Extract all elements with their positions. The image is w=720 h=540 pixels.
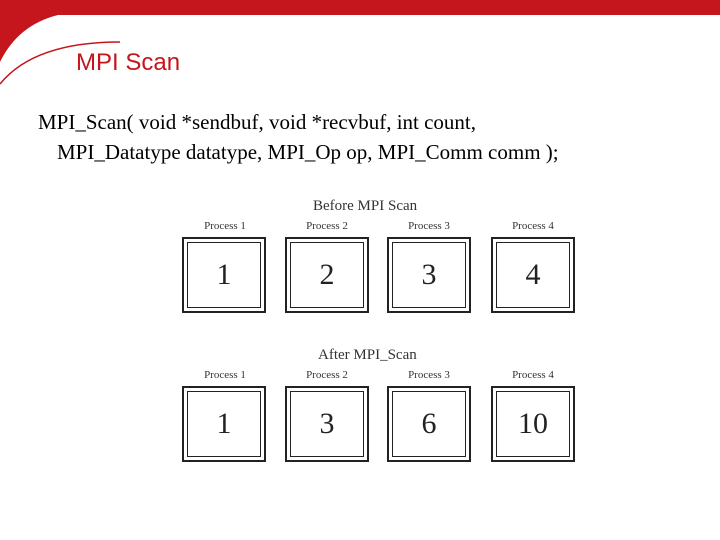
before-process-box-2 xyxy=(285,237,369,313)
after-process-label-3: Process 3 xyxy=(408,369,450,381)
before-process-label-4: Process 4 xyxy=(512,220,554,232)
before-process-label-3: Process 3 xyxy=(408,220,450,232)
before-scan-heading: Before MPI Scan xyxy=(313,198,418,214)
before-process-value-1: 1 xyxy=(187,242,261,308)
after-process-label-2: Process 2 xyxy=(306,369,348,381)
after-process-box-3 xyxy=(387,386,471,462)
after-scan-heading: After MPI_Scan xyxy=(318,347,417,363)
after-process-box-2 xyxy=(285,386,369,462)
after-process-value-3: 6 xyxy=(392,391,466,457)
after-process-label-1: Process 1 xyxy=(204,369,246,381)
function-signature-line-2: MPI_Datatype datatype, MPI_Op op, MPI_Comm comm ); xyxy=(57,140,559,164)
before-process-box-3 xyxy=(387,237,471,313)
after-process-box-1 xyxy=(182,386,266,462)
after-process-value-2: 3 xyxy=(290,391,364,457)
before-process-value-2: 2 xyxy=(290,242,364,308)
before-process-box-4 xyxy=(491,237,575,313)
before-process-box-1 xyxy=(182,237,266,313)
before-process-value-4: 4 xyxy=(496,242,570,308)
after-process-value-1: 1 xyxy=(187,391,261,457)
after-process-box-4 xyxy=(491,386,575,462)
after-process-value-4: 10 xyxy=(496,391,570,457)
slide-title: MPI Scan xyxy=(76,49,181,76)
before-process-label-2: Process 2 xyxy=(306,220,348,232)
before-process-label-1: Process 1 xyxy=(204,220,246,232)
after-process-label-4: Process 4 xyxy=(512,369,554,381)
before-process-value-3: 3 xyxy=(392,242,466,308)
function-signature-line-1: MPI_Scan( void *sendbuf, void *recvbuf, int count, xyxy=(38,110,477,134)
